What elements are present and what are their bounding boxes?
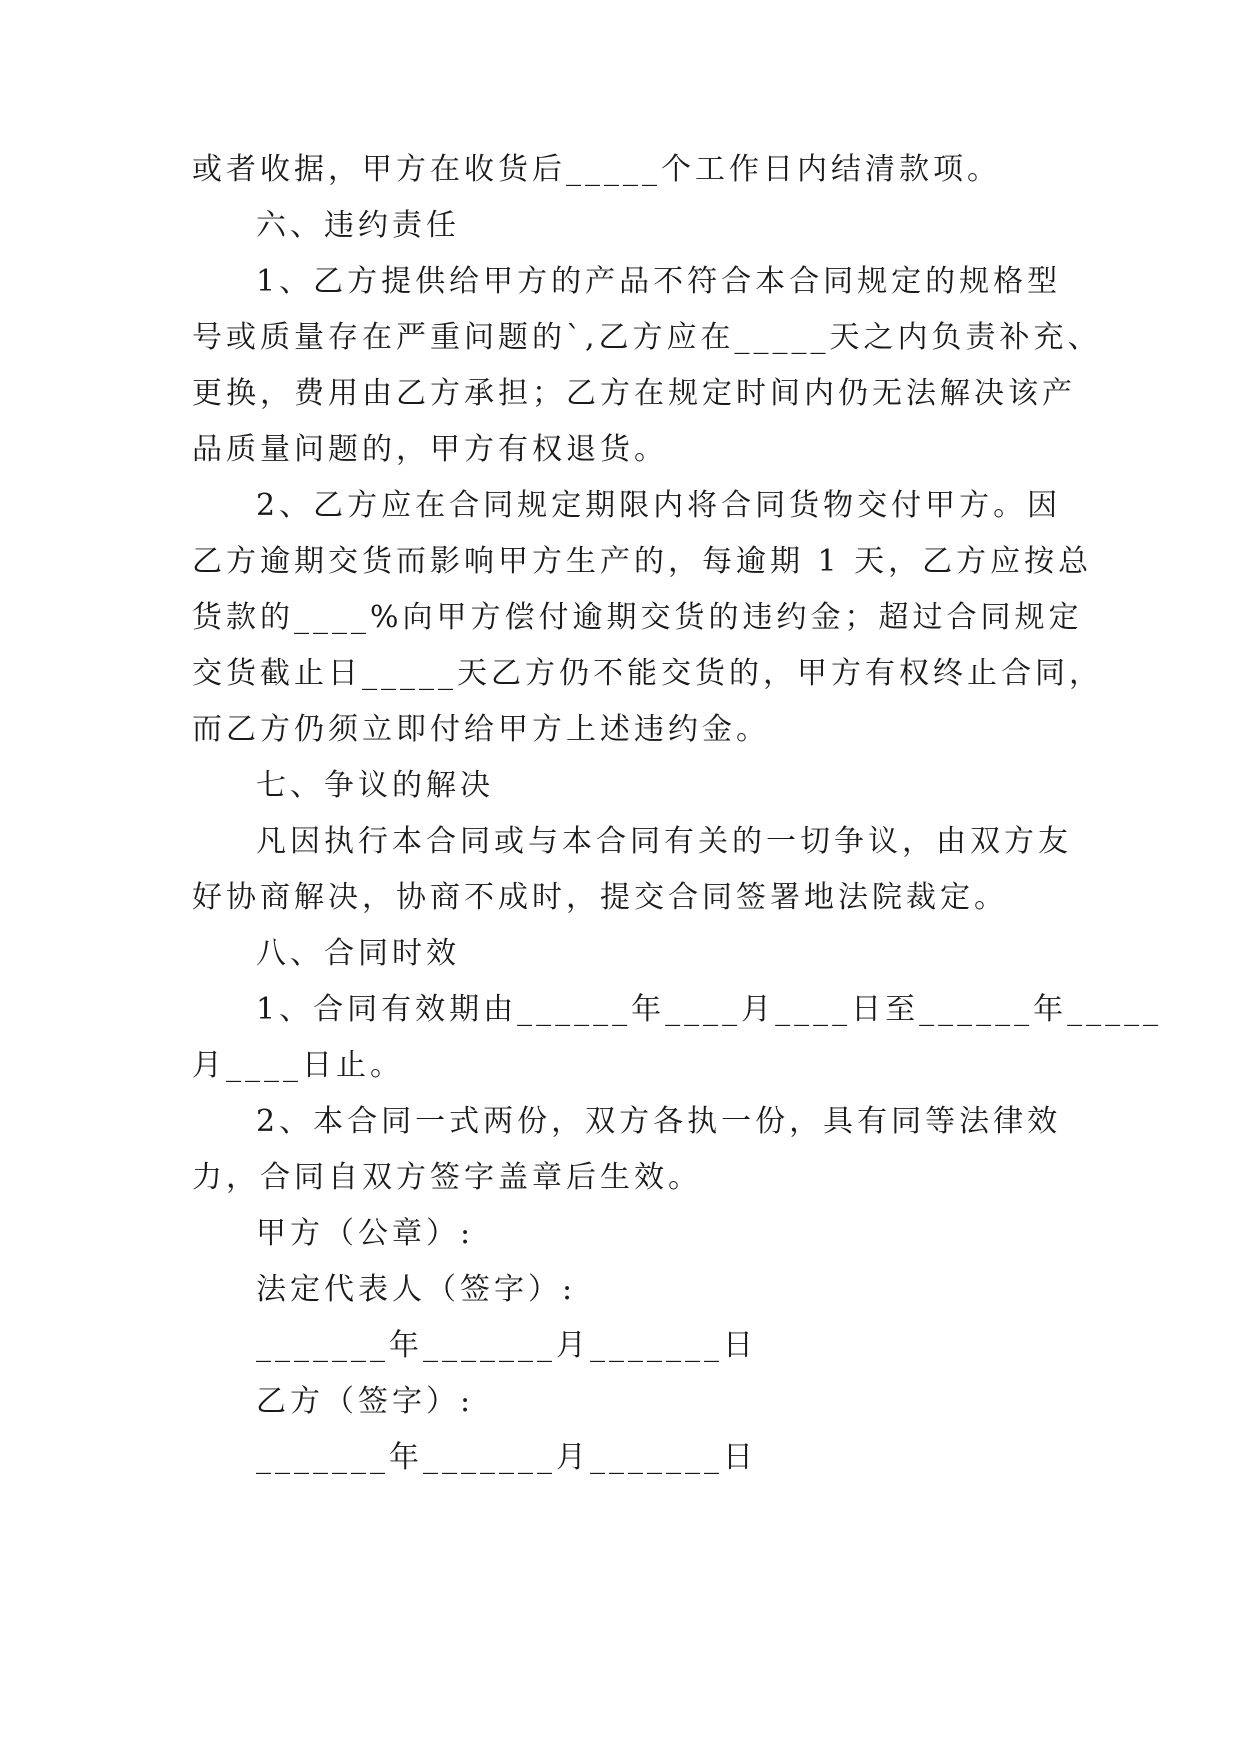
party-b-date-line: _______年_______月_______日 — [256, 1440, 757, 1475]
text-line: 乙方逾期交货而影响甲方生产的，每逾期 1 天，乙方应按总 — [192, 544, 1093, 579]
text-line: 货款的____%向甲方偿付逾期交货的违约金；超过合同规定 — [192, 600, 1083, 635]
text-line: 而乙方仍须立即付给甲方上述违约金。 — [192, 712, 770, 747]
text-line: 月____日止。 — [192, 1048, 404, 1083]
text-line: 力，合同自双方签字盖章后生效。 — [192, 1160, 702, 1195]
text-line: 2、乙方应在合同规定期限内将合同货物交付甲方。因 — [256, 488, 1062, 523]
party-b-signature-label: 乙方（签字）: — [256, 1384, 475, 1419]
text-line: 凡因执行本合同或与本合同有关的一切争议，由双方友 — [256, 824, 1072, 859]
section-heading-dispute: 七、争议的解决 — [256, 768, 494, 803]
text-line: 品质量问题的，甲方有权退货。 — [192, 432, 668, 467]
section-heading-validity: 八、合同时效 — [256, 936, 460, 971]
section-heading-breach: 六、违约责任 — [256, 208, 460, 243]
text-line-payment-term: 或者收据，甲方在收货后_____个工作日内结清款项。 — [192, 152, 1001, 187]
text-line: 好协商解决，协商不成时，提交合同签署地法院裁定。 — [192, 880, 1008, 915]
text-line: 号或质量存在严重问题的`,乙方应在_____天之内负责补充、 — [192, 320, 1102, 355]
text-line: 更换，费用由乙方承担；乙方在规定时间内仍无法解决该产 — [192, 376, 1076, 411]
legal-representative-label: 法定代表人（签字）: — [256, 1272, 577, 1307]
text-line: 2、本合同一式两份，双方各执一份，具有同等法律效 — [256, 1104, 1062, 1139]
party-a-date-line: _______年_______月_______日 — [256, 1328, 757, 1363]
text-line-validity-period: 1、合同有效期由______年____月____日至______年_____ — [256, 992, 1163, 1027]
text-line: 1、乙方提供给甲方的产品不符合本合同规定的规格型 — [256, 264, 1062, 299]
text-line: 交货截止日_____天乙方仍不能交货的，甲方有权终止合同， — [192, 656, 1103, 691]
party-a-seal-label: 甲方（公章）: — [256, 1216, 475, 1251]
